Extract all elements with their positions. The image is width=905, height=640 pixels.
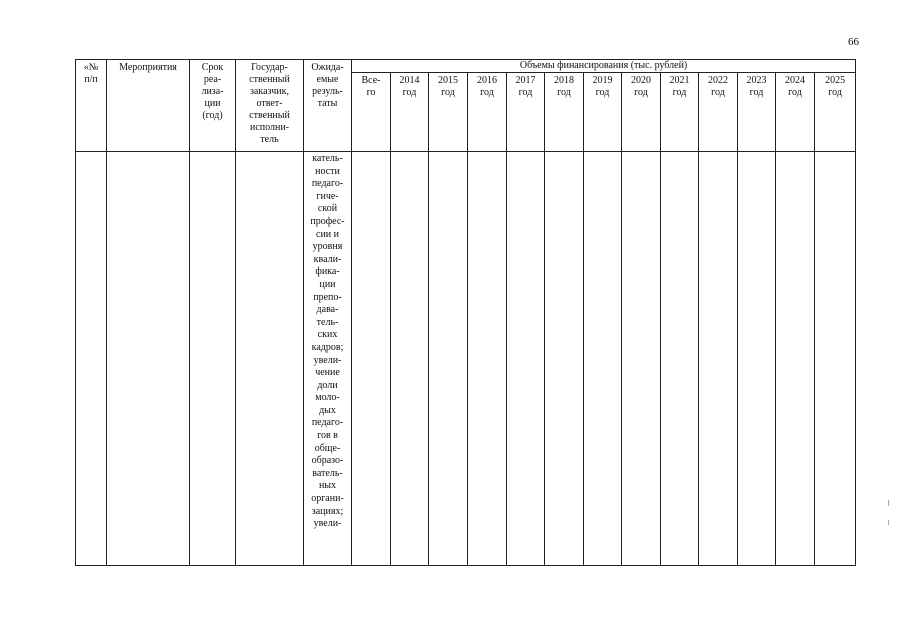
funding-table: [75, 59, 856, 566]
header-year: 2022 год: [699, 73, 738, 152]
cell-year-value: [584, 152, 622, 566]
cell-year-value: [815, 152, 856, 566]
cell-year-value: [429, 152, 468, 566]
header-total: Все- го: [352, 73, 391, 152]
header-year: 2018 год: [545, 73, 584, 152]
header-year: 2014 год: [391, 73, 429, 152]
header-term: Срок реа- лиза- ции (год): [190, 60, 236, 152]
cell-year-value: [622, 152, 661, 566]
scan-mark: [888, 520, 889, 525]
cell-number: [76, 152, 107, 566]
header-year: 2024 год: [776, 73, 815, 152]
header-year: 2016 год: [468, 73, 507, 152]
header-year: 2019 год: [584, 73, 622, 152]
cell-year-value: [391, 152, 429, 566]
header-customer: Государ- ственный заказчик, ответ- ственный исполни- тель: [236, 60, 304, 152]
cell-term: [190, 152, 236, 566]
page-number: 66: [848, 36, 859, 48]
header-number: «№ п/п: [76, 60, 107, 152]
table-row: [76, 152, 856, 566]
header-year: 2021 год: [661, 73, 699, 152]
cell-expected-results: катель- ности педаго- гиче- ской профес- сии и уровня квали- фика- ции препо- дава- тель- ских кадров; увели- чение доли моло- дых педаго- гов в обще- образо- ватель- ных органи- зациях; увели-: [304, 152, 352, 566]
header-funding-volume: Объемы финансирования (тыс. рублей): [352, 60, 856, 73]
header-row-1: [76, 60, 856, 73]
cell-year-value: [545, 152, 584, 566]
header-year: 2025 год: [815, 73, 856, 152]
cell-year-value: [468, 152, 507, 566]
scan-mark: [888, 500, 889, 506]
cell-year-value: [661, 152, 699, 566]
header-expected-results: Ожида- емые резуль- таты: [304, 60, 352, 152]
cell-event: [107, 152, 190, 566]
cell-total: [352, 152, 391, 566]
cell-year-value: [699, 152, 738, 566]
cell-year-value: [507, 152, 545, 566]
cell-year-value: [776, 152, 815, 566]
cell-customer: [236, 152, 304, 566]
header-year: 2017 год: [507, 73, 545, 152]
header-year: 2020 год: [622, 73, 661, 152]
header-year: 2015 год: [429, 73, 468, 152]
header-year: 2023 год: [738, 73, 776, 152]
header-events: Мероприятия: [107, 60, 190, 152]
cell-year-value: [738, 152, 776, 566]
